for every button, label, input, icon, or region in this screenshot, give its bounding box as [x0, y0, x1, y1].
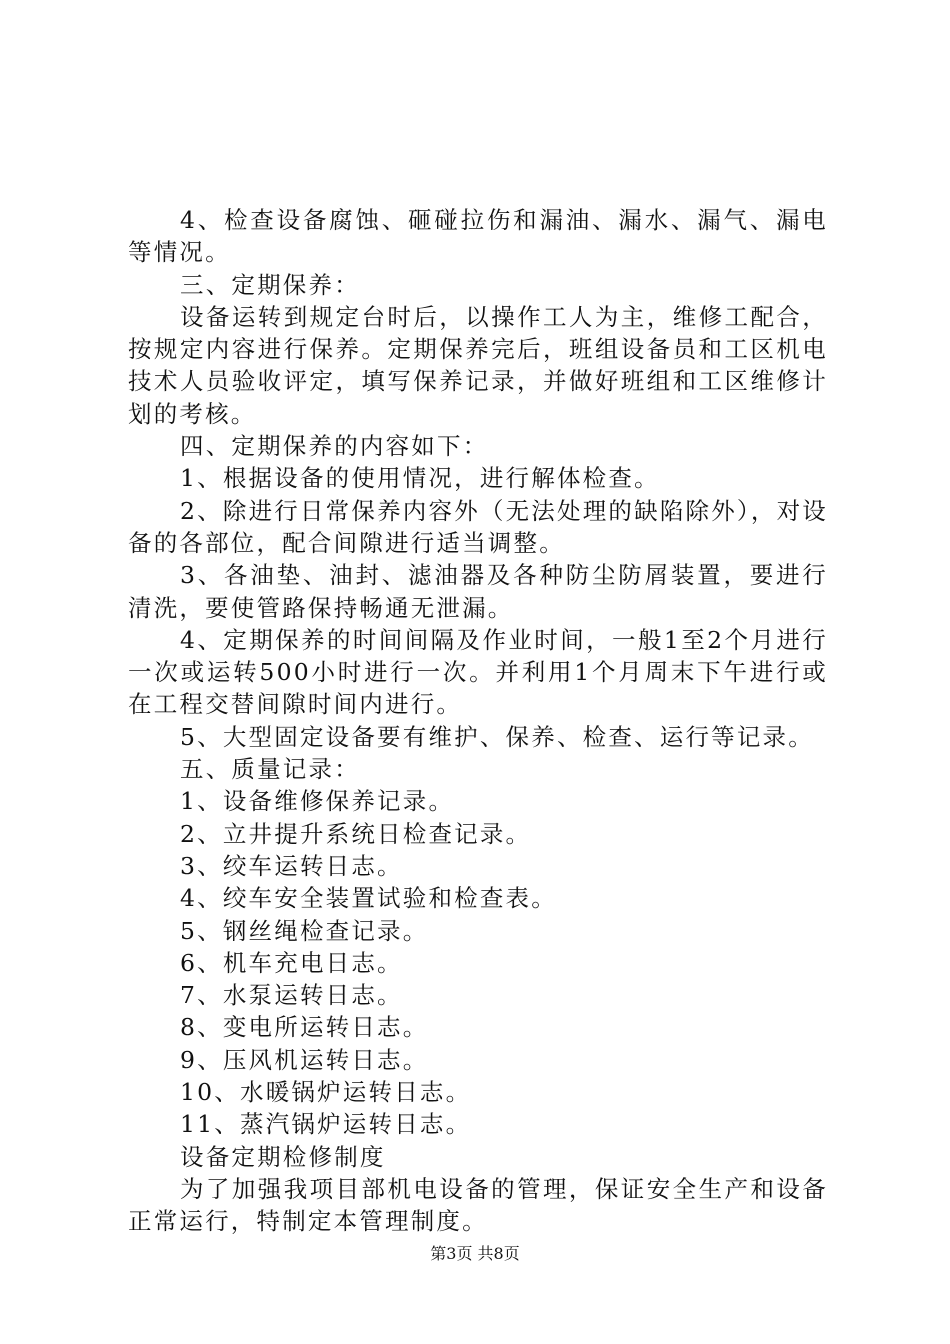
- list-item: 2、除进行日常保养内容外（无法处理的缺陷除外），对设备的各部位，配合间隙进行适当调整。: [128, 496, 828, 557]
- list-item: 5、钢丝绳检查记录。: [180, 916, 429, 945]
- list-item: 11、蒸汽锅炉运转日志。: [180, 1110, 472, 1139]
- paragraph-maintenance-procedure: 设备运转到规定台时后，以操作工人为主，维修工配合，按规定内容进行保养。定期保养完后，班组设备员和工区机电技术人员验收评定，填写保养记录，并做好班组和工区维修计划的考核。: [128, 302, 828, 428]
- list-item: 1、根据设备的使用情况，进行解体检查。: [180, 464, 660, 493]
- list-item: 1、设备维修保养记录。: [180, 787, 455, 816]
- list-item: 10、水暖锅炉运转日志。: [180, 1078, 472, 1107]
- list-item: 2、立井提升系统日检查记录。: [180, 819, 532, 848]
- list-item: 4、定期保养的时间间隔及作业时间，一般1至2个月进行一次或运转500小时进行一次。并利用1个月周末下午进行或在工程交替间隙时间内进行。: [128, 625, 828, 719]
- list-item: 7、水泵运转日志。: [180, 981, 403, 1010]
- list-item: 3、绞车运转日志。: [180, 851, 403, 880]
- list-item: 4、绞车安全装置试验和检查表。: [180, 884, 557, 913]
- heading-periodic-maintenance: 三、定期保养：: [180, 270, 360, 299]
- document-body: [128, 204, 828, 1238]
- paragraph-inspect-corrosion: 4、检查设备腐蚀、砸碰拉伤和漏油、漏水、漏气、漏电等情况。: [128, 206, 828, 267]
- section-title: 设备定期检修制度: [180, 1142, 386, 1171]
- heading-quality-records: 五、质量记录：: [180, 755, 360, 784]
- heading-maintenance-contents: 四、定期保养的内容如下：: [180, 432, 489, 461]
- page-number-footer: 第3页 共8页: [430, 1244, 520, 1263]
- list-item: 8、变电所运转日志。: [180, 1013, 429, 1042]
- paragraph-purpose: 为了加强我项目部机电设备的管理，保证安全生产和设备正常运行，特制定本管理制度。: [128, 1174, 828, 1236]
- list-item: 5、大型固定设备要有维护、保养、检查、运行等记录。: [180, 722, 814, 751]
- list-item: 6、机车充电日志。: [180, 948, 403, 977]
- list-item: 9、压风机运转日志。: [180, 1045, 429, 1074]
- list-item: 3、各油垫、油封、滤油器及各种防尘防屑装置，要进行清洗，要使管路保持畅通无泄漏。: [128, 561, 828, 622]
